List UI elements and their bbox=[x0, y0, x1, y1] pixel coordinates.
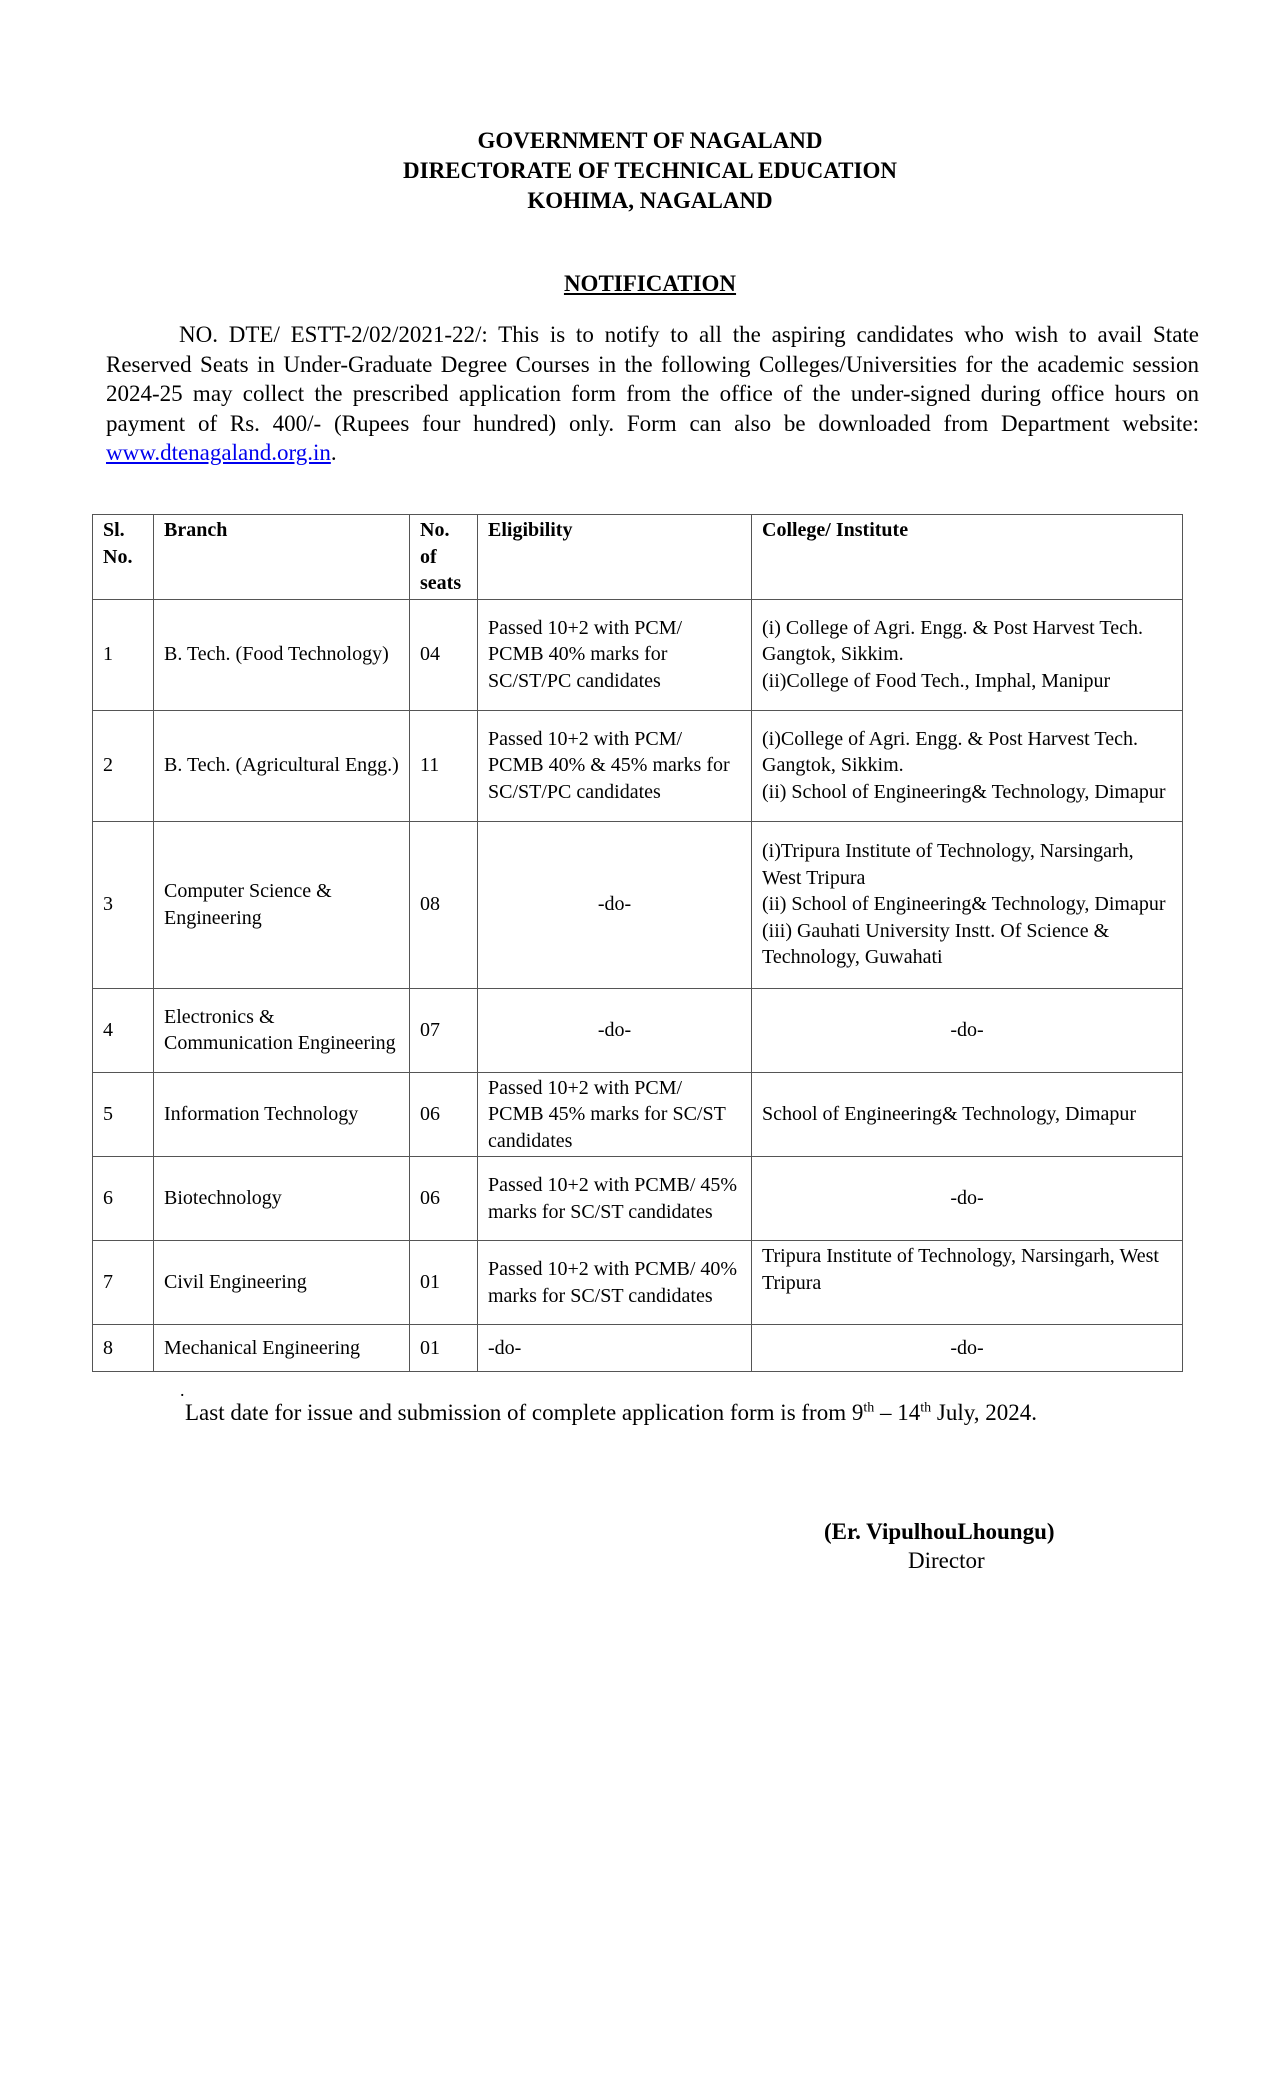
table-row bbox=[93, 1157, 1183, 1241]
cell-sl: 3 bbox=[93, 821, 154, 988]
cell-eligibility: Passed 10+2 with PCM/ PCMB 40% & 45% marks for SC/ST/PC candidates bbox=[478, 710, 752, 821]
website-link[interactable]: www.dtenagaland.org.in bbox=[106, 440, 331, 465]
header-location: KOHIMA, NAGALAND bbox=[527, 188, 773, 213]
last-date-sup-start: th bbox=[863, 1400, 875, 1416]
cell-college: -do- bbox=[752, 988, 1183, 1072]
notification-title: NOTIFICATION bbox=[563, 271, 737, 296]
cell-eligibility: Passed 10+2 with PCMB/ 45% marks for SC/ST candidates bbox=[478, 1157, 752, 1241]
cell-branch: Civil Engineering bbox=[154, 1241, 410, 1325]
cell-seats: 06 bbox=[410, 1072, 478, 1157]
last-date-prefix: Last date for issue and submission of complete application form is from 9 bbox=[185, 1400, 864, 1425]
cell-branch: Biotechnology bbox=[154, 1157, 410, 1241]
cell-seats: 11 bbox=[410, 710, 478, 821]
header-directorate: DIRECTORATE OF TECHNICAL EDUCATION bbox=[403, 158, 897, 183]
cell-sl: 2 bbox=[93, 710, 154, 821]
cell-branch: B. Tech. (Agricultural Engg.) bbox=[154, 710, 410, 821]
cell-eligibility: -do- bbox=[478, 988, 752, 1072]
notification-period: . bbox=[330, 440, 337, 465]
cell-eligibility: Passed 10+2 with PCM/ PCMB 40% marks for SC/ST/PC candidates bbox=[478, 599, 752, 710]
cell-college: School of Engineering& Technology, Dimapur bbox=[752, 1072, 1183, 1157]
cell-seats: 04 bbox=[410, 599, 478, 710]
header-branch: Branch bbox=[154, 515, 410, 600]
cell-branch: B. Tech. (Food Technology) bbox=[154, 599, 410, 710]
cell-sl: 6 bbox=[93, 1157, 154, 1241]
notification-text: NO. DTE/ ESTT-2/02/2021-22/: This is to notify to all the aspiring candidates who wish to avail State Reserved Seats in Under-Graduate Degree Courses in the following Colleges/Universities for the academic session 2024-25 may collect the prescribed application form from the office of the under-signed during office hours on payment of Rs. 400/- (Rupees four hundred) only. Form can also be downloaded from Department website: bbox=[106, 322, 1199, 436]
header-no-of-seats: No. of seats bbox=[410, 515, 478, 600]
table-row bbox=[93, 710, 1183, 821]
header-college: College/ Institute bbox=[752, 515, 1183, 600]
seats-table bbox=[92, 514, 1183, 1372]
document-header bbox=[0, 126, 1275, 216]
cell-branch: Information Technology bbox=[154, 1072, 410, 1157]
notification-body bbox=[106, 320, 1199, 468]
cell-sl: 7 bbox=[93, 1241, 154, 1325]
cell-college: (i)Tripura Institute of Technology, Narsingarh, West Tripura (ii) School of Engineering& Technology, Dimapur (iii) Gauhati University Instt. Of Science & Technology, Guwahati bbox=[752, 821, 1183, 988]
cell-sl: 1 bbox=[93, 599, 154, 710]
cell-branch: Computer Science & Engineering bbox=[154, 821, 410, 988]
table-row bbox=[93, 1072, 1183, 1157]
cell-college: (i) College of Agri. Engg. & Post Harvest Tech. Gangtok, Sikkim. (ii)College of Food Tech., Imphal, Manipur bbox=[752, 599, 1183, 710]
cell-sl: 8 bbox=[93, 1325, 154, 1372]
last-date-sup-end: th bbox=[920, 1400, 932, 1416]
header-eligibility: Eligibility bbox=[478, 515, 752, 600]
table-header-row bbox=[93, 515, 1183, 600]
cell-seats: 01 bbox=[410, 1325, 478, 1372]
cell-eligibility: -do- bbox=[478, 1325, 752, 1372]
cell-branch: Electronics & Communication Engineering bbox=[154, 988, 410, 1072]
table-row bbox=[93, 821, 1183, 988]
signatory-title: Director bbox=[908, 1548, 985, 1573]
stray-dot: . bbox=[180, 1380, 185, 1400]
header-government: GOVERNMENT OF NAGALAND bbox=[477, 128, 823, 153]
header-sl-no: Sl. No. bbox=[93, 515, 154, 600]
cell-college: Tripura Institute of Technology, Narsingarh, West Tripura bbox=[752, 1241, 1183, 1325]
cell-college: -do- bbox=[752, 1325, 1183, 1372]
cell-college: -do- bbox=[752, 1157, 1183, 1241]
last-date-suffix: July, 2024. bbox=[931, 1400, 1037, 1425]
table-row bbox=[93, 599, 1183, 710]
cell-sl: 4 bbox=[93, 988, 154, 1072]
cell-eligibility: Passed 10+2 with PCM/ PCMB 45% marks for SC/ST candidates bbox=[478, 1072, 752, 1157]
cell-seats: 01 bbox=[410, 1241, 478, 1325]
cell-eligibility: Passed 10+2 with PCMB/ 40% marks for SC/ST candidates bbox=[478, 1241, 752, 1325]
table-row bbox=[93, 1325, 1183, 1372]
cell-seats: 07 bbox=[410, 988, 478, 1072]
last-date-line bbox=[185, 1400, 1037, 1426]
cell-seats: 06 bbox=[410, 1157, 478, 1241]
cell-college: (i)College of Agri. Engg. & Post Harvest Tech. Gangtok, Sikkim. (ii) School of Engineering& Technology, Dimapur bbox=[752, 710, 1183, 821]
last-date-middle: – 14 bbox=[874, 1400, 921, 1425]
cell-sl: 5 bbox=[93, 1072, 154, 1157]
cell-eligibility: -do- bbox=[478, 821, 752, 988]
cell-branch: Mechanical Engineering bbox=[154, 1325, 410, 1372]
signatory-name: (Er. VipulhouLhoungu) bbox=[824, 1519, 1055, 1544]
table-row bbox=[93, 988, 1183, 1072]
cell-seats: 08 bbox=[410, 821, 478, 988]
table-row bbox=[93, 1241, 1183, 1325]
